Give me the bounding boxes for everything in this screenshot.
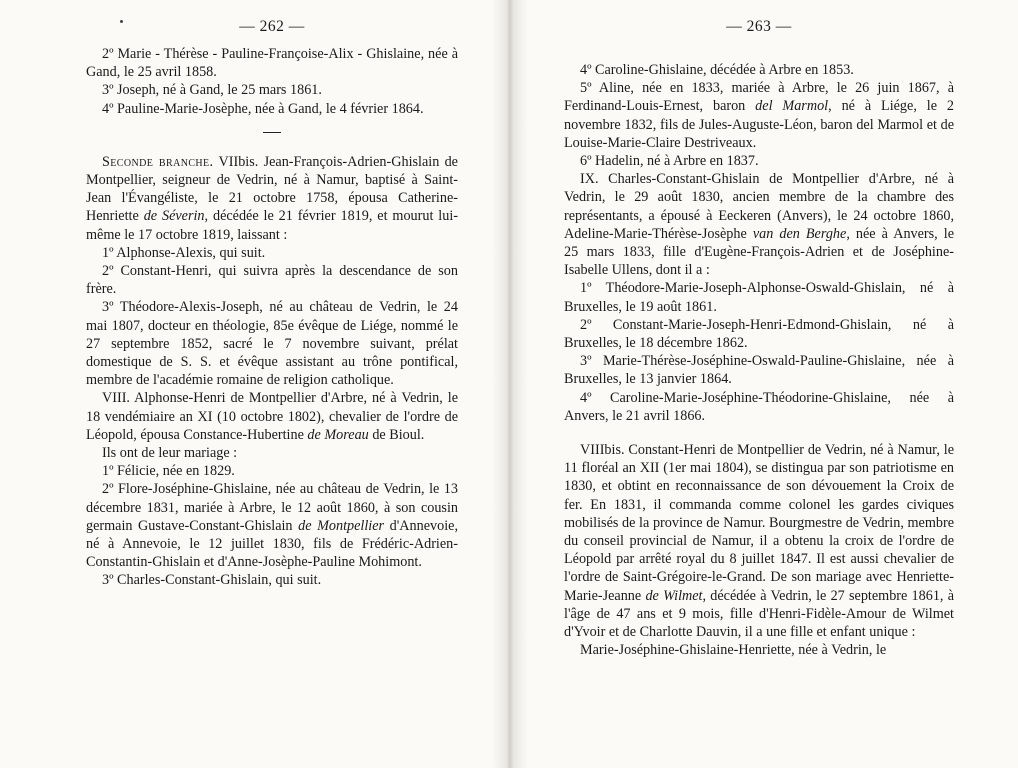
- child-entry: 2º Marie - Thérèse - Pauline-Françoise-Alix - Ghislaine, née à Gand, le 25 avril 1858.: [86, 46, 458, 81]
- child-entry: 6º Hadelin, né à Arbre en 1837.: [580, 153, 759, 170]
- child-entry: 3º Théodore-Alexis-Joseph, né au château de Vedrin, le 24 mai 1807, docteur en théologie, 85e évêque de Liége, nommé le 27 septembre 1852, sacré le 7 novembre suivant, prélat domestique de S. S. et évêque assistant au trône pontifical, membre de l'académie romaine de religion catholique.: [86, 299, 458, 389]
- generation-paragraph: VIIIbis. Constant-Henri de Montpellier de Vedrin, né à Namur, le 11 floréal an XII (1er mai 1804), se distingua par son patriotisme en 1830, et obtint en reconnaissance de son dévouement la Croix de fer. En 1831, il commanda comme colonel les gardes civiques mobilisés de la province de Namur. Bourgmestre de Vedrin, membre du conseil provincial de Namur, il a obtenu la croix de l'ordre de Léopold par arrêté royal du 8 juillet 1847. Il est aussi chevalier de l'ordre de Saint-Grégoire-le-Grand. De son mariage avec Henriette-Marie-Jeanne de Wilmet, décédée à Vedrin, le 27 septembre 1861, à l'âge de 47 ans et 9 mois, fille d'Henri-Fidèle-Amour de Wilmet d'Yvoir et de Charlotte Dauvin, il a une fille et enfant unique :: [564, 442, 955, 641]
- paragraph-gap: [564, 425, 954, 441]
- section-label: Seconde branche.: [102, 153, 214, 170]
- left-page: [86, 0, 458, 768]
- left-page-text: [86, 45, 458, 590]
- section-paragraph: Seconde branche. VIIbis. Jean-François-Adrien-Ghislain de Montpellier, seigneur de Vedrin, né à Namur, baptisé à Saint-Jean l'Évangéliste, le 21 octobre 1758, épousa Catherine-Henriette de Séverin, décédée le 21 février 1819, et mourut lui-même le 17 octobre 1819, laissant :: [86, 153, 459, 243]
- generation-paragraph: IX. Charles-Constant-Ghislain de Montpellier d'Arbre, né à Vedrin, le 29 août 1830, ancien membre de la chambre des représentants, a épousé à Eeckeren (Anvers), le 24 octobre 1860, Adeline-Marie-Thérèse-Josèphe van den Berghe, née à Anvers, le 25 mars 1833, fille d'Eugène-François-Adrien et de Joséphine-Isabelle Ullens, dont il a :: [564, 171, 954, 279]
- child-entry: 4º Caroline-Ghislaine, décédée à Arbre en 1853.: [580, 62, 854, 78]
- child-entry: 2º Constant-Henri, qui suivra après la descendance de son frère.: [86, 263, 458, 298]
- child-entry: 2º Constant-Marie-Joseph-Henri-Edmond-Ghislain, né à Bruxelles, le 18 décembre 1862.: [564, 316, 954, 352]
- generation-paragraph: VIII. Alphonse-Henri de Montpellier d'Arbre, né à Vedrin, le 18 vendémiaire an XI (10 octobre 1802), chevalier de l'ordre de Léopold, épousa Constance-Hubertine de Moreau de Bioul.: [86, 390, 458, 443]
- page-number-right: — 263 —: [726, 18, 792, 35]
- child-entry: 2º Flore-Joséphine-Ghislaine, née au château de Vedrin, le 13 décembre 1831, mariée à Arbre, le 12 août 1860, à son cousin germain Gustave-Constant-Ghislain de Montpellier d'Annevoie, né à Annevoie, le 12 juillet 1830, fils de Frédéric-Adrien-Constantin-Ghislain et d'Anne-Josèphe-Pauline Mohimont.: [86, 481, 458, 571]
- child-entry: 4º Pauline-Marie-Josèphe, née à Gand, le 4 février 1864.: [102, 100, 424, 117]
- book-gutter: [492, 0, 528, 768]
- child-entry: 3º Marie-Thérèse-Joséphine-Oswald-Pauline-Ghislaine, née à Bruxelles, le 13 janvier 1864.: [564, 353, 954, 388]
- child-entry: 1º Théodore-Marie-Joseph-Alphonse-Oswald-Ghislain, né à Bruxelles, le 19 août 1861.: [564, 280, 954, 315]
- child-entry: 5º Aline, née en 1833, mariée à Arbre, le 26 juin 1867, à Ferdinand-Louis-Ernest, baron del Marmol, né à Liége, le 2 novembre 1832, fils de Jules-Auguste-Léon, baron del Marmol et de Louise-Marie-Claire Destriveaux.: [564, 80, 954, 151]
- child-entry: 1º Félicie, née en 1829.: [102, 463, 235, 480]
- child-entry: 4º Caroline-Marie-Joséphine-Théodorine-Ghislaine, née à Anvers, le 21 avril 1866.: [564, 389, 954, 424]
- right-page-text: [564, 61, 954, 660]
- page-number-left: — 262 —: [239, 18, 305, 35]
- child-entry: Marie-Joséphine-Ghislaine-Henriette, née à Vedrin, le: [580, 642, 887, 659]
- child-entry: 3º Charles-Constant-Ghislain, qui suit.: [102, 572, 322, 589]
- child-entry: 3º Joseph, né à Gand, le 25 mars 1861.: [102, 82, 322, 99]
- section-divider: [263, 132, 281, 133]
- children-intro: Ils ont de leur mariage :: [102, 445, 238, 462]
- child-entry: 1º Alphonse-Alexis, qui suit.: [102, 244, 266, 261]
- right-page: [564, 0, 954, 768]
